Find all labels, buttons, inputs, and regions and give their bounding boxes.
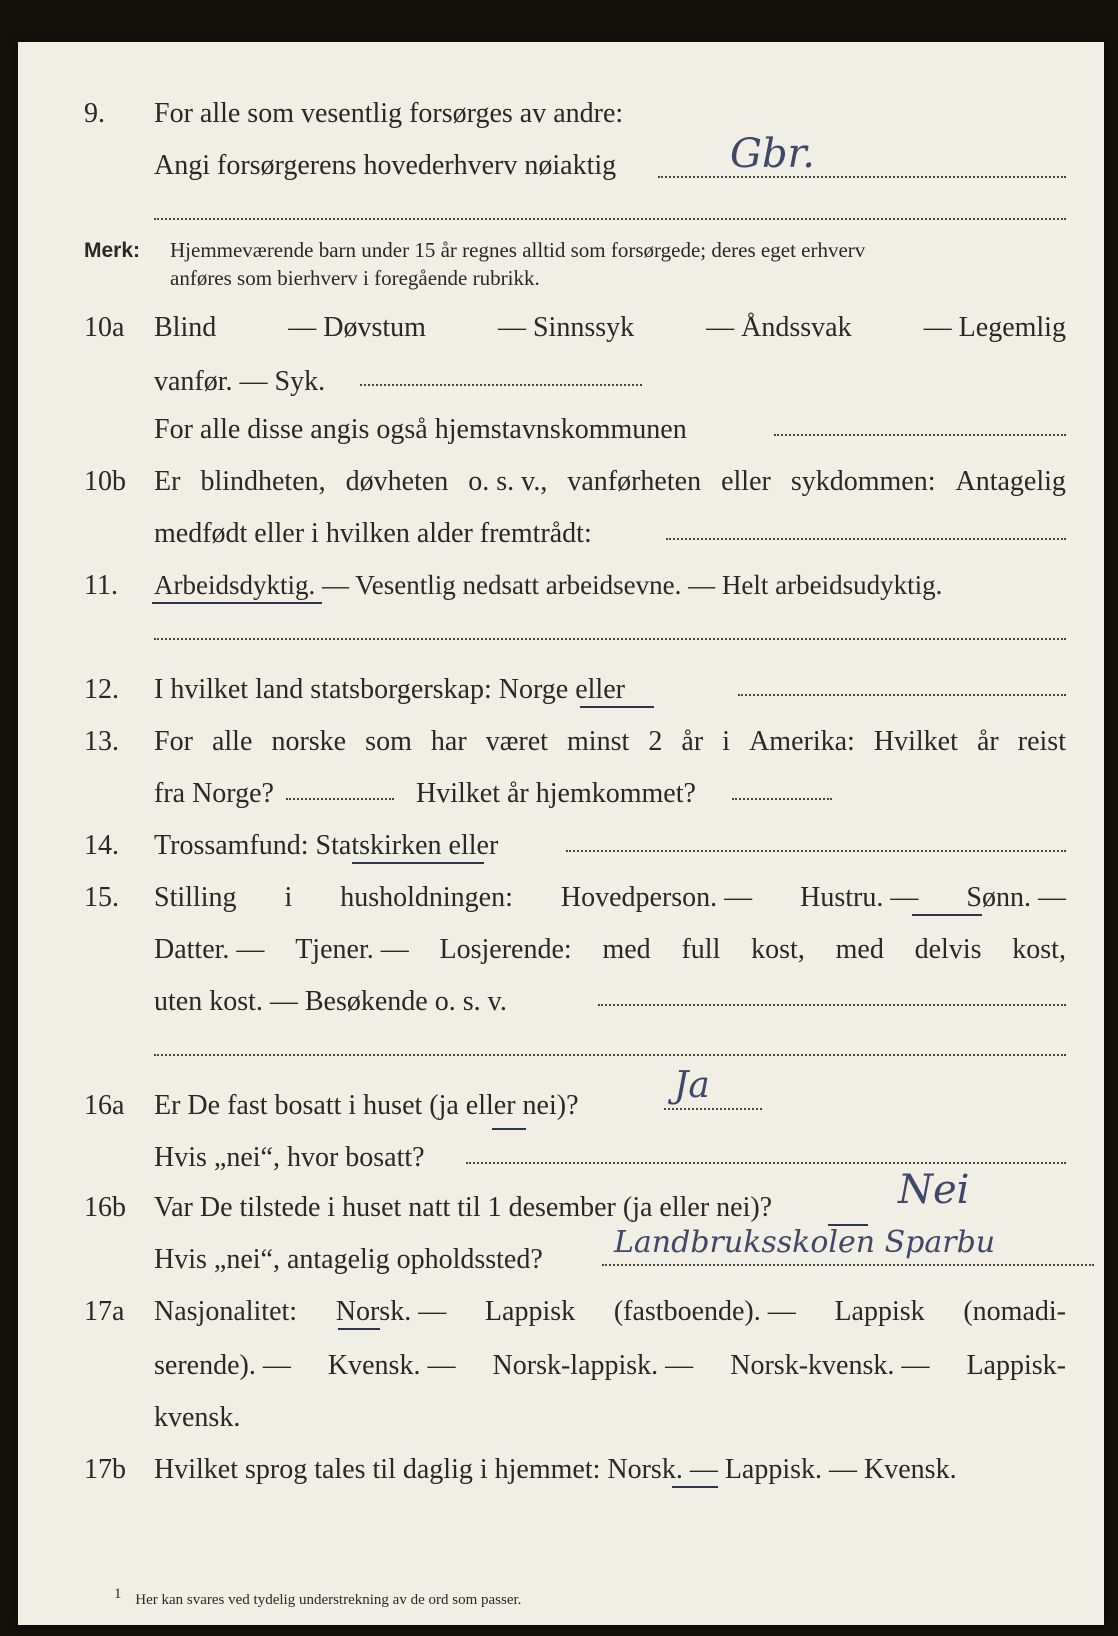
word: Lappisk xyxy=(834,1296,925,1327)
q10a-line3: For alle disse angis også hjemstavnskommunen xyxy=(154,414,687,445)
q10b-line1 xyxy=(154,468,1066,496)
q17b-line1: Hvilket sprog tales til daglig i hjemmet: Norsk. — Lappisk. — Kvensk. xyxy=(154,1454,957,1485)
word: med xyxy=(602,934,651,965)
q16b-line2: Hvis „nei“, antagelig opholdssted? xyxy=(154,1244,543,1275)
option-andssvak: — Åndssvak xyxy=(706,312,852,343)
answer-line xyxy=(154,638,1066,640)
answer-line xyxy=(598,1004,1066,1006)
word: som xyxy=(365,726,412,757)
q10b-number: 10b xyxy=(84,466,126,497)
word: Hovedperson. — xyxy=(560,882,753,913)
answer-line xyxy=(658,176,1066,178)
census-form-page xyxy=(18,42,1104,1625)
word: Er xyxy=(154,466,181,497)
underline-norge xyxy=(580,706,654,708)
q9-number: 9. xyxy=(84,98,105,129)
word: år xyxy=(976,726,999,757)
word: serende). — xyxy=(154,1350,291,1381)
answer-line xyxy=(360,384,642,386)
word: Lappisk xyxy=(484,1296,576,1327)
word: døvheten xyxy=(345,466,449,497)
word: Kvensk. — xyxy=(327,1350,456,1381)
word: (nomadi- xyxy=(963,1296,1066,1327)
word: alle xyxy=(211,726,253,757)
q10a-number: 10a xyxy=(84,312,125,343)
answer-line xyxy=(602,1264,1094,1266)
q15-line1 xyxy=(154,884,1066,912)
q12-line1: I hvilket land statsborgerskap: Norge eller xyxy=(154,674,625,705)
q16a-line1: Er De fast bosatt i huset (ja eller nei)? xyxy=(154,1090,579,1121)
q11-number: 11. xyxy=(84,570,118,601)
word: blindheten, xyxy=(200,466,326,497)
word: Tjener. — xyxy=(295,934,409,965)
word: år xyxy=(681,726,704,757)
word: Hvilket xyxy=(873,726,958,757)
answer-line xyxy=(154,218,1066,220)
q10b-line2: medfødt eller i hvilken alder fremtrådt: xyxy=(154,518,592,549)
q17a-number: 17a xyxy=(84,1296,125,1327)
word: norske xyxy=(271,726,347,757)
word: minst xyxy=(567,726,630,757)
merk-line2: anføres som bierhverv i foregående rubrikk. xyxy=(170,266,540,290)
word: kost, xyxy=(1012,934,1066,965)
q14-number: 14. xyxy=(84,830,119,861)
answer-line xyxy=(286,798,394,800)
word: Hustru. — xyxy=(800,882,919,913)
word: sykdommen: xyxy=(790,466,936,497)
underline-sonn xyxy=(912,914,982,916)
footnote-text: Her kan svares ved tydelig understrekning av de ord som passer. xyxy=(135,1592,522,1608)
merk-note xyxy=(84,240,140,261)
q16a-line2: Hvis „nei“, hvor bosatt? xyxy=(154,1142,425,1173)
underline-norsk xyxy=(338,1328,380,1330)
answer-line xyxy=(732,798,832,800)
answer-line xyxy=(738,694,1066,696)
q10a-line2: vanfør. — Syk. xyxy=(154,366,326,397)
q13-line2b: Hvilket år hjemkommet? xyxy=(416,778,696,809)
word: For xyxy=(154,726,193,757)
q15-line2 xyxy=(154,936,1066,964)
underline-norsk-language xyxy=(672,1486,718,1488)
word: i xyxy=(284,882,293,913)
word: husholdningen: xyxy=(340,882,513,913)
q15-line3: uten kost. — Besøkende o. s. v. xyxy=(154,986,507,1017)
word: eller xyxy=(721,466,771,497)
word: Amerika: xyxy=(749,726,855,757)
word: reist xyxy=(1017,726,1066,757)
answer-line xyxy=(566,850,1066,852)
option-sonn: Sønn. — xyxy=(966,882,1066,913)
option-blind: Blind xyxy=(154,312,217,343)
word: o. s. v., xyxy=(468,466,548,497)
q16a-number: 16a xyxy=(84,1090,125,1121)
q16b-line1: Var De tilstede i huset natt til 1 desember (ja eller nei)? xyxy=(154,1192,773,1223)
option-dovstum: — Døvstum xyxy=(288,312,426,343)
q10a-line1 xyxy=(154,314,1066,342)
word: Datter. — xyxy=(154,934,265,965)
option-norsk: Norsk. — xyxy=(335,1296,447,1327)
q9-line2: Angi forsørgerens hovederhverv nøiaktig xyxy=(154,150,617,181)
word: har xyxy=(430,726,467,757)
q16b-handwritten-place: Landbruksskolen Sparbu xyxy=(614,1225,996,1260)
footnote-marker: 1 xyxy=(114,1586,122,1602)
word: været xyxy=(485,726,548,757)
answer-line xyxy=(466,1162,1066,1164)
q9-handwritten-answer: Gbr. xyxy=(730,131,815,177)
q17a-line3: kvensk. xyxy=(154,1402,241,1433)
word: Antagelig xyxy=(955,466,1066,497)
word: Norsk-kvensk. — xyxy=(730,1350,930,1381)
word: Lappisk- xyxy=(966,1350,1066,1381)
word: Losjerende: xyxy=(439,934,572,965)
q17b-number: 17b xyxy=(84,1454,126,1485)
word: full xyxy=(681,934,721,965)
option-legemlig: — Legemlig xyxy=(923,312,1066,343)
q13-number: 13. xyxy=(84,726,119,757)
q9-line1: For alle som vesentlig forsørges av andre: xyxy=(154,98,624,129)
word: (fastboende). — xyxy=(613,1296,796,1327)
q12-number: 12. xyxy=(84,674,119,705)
q17a-line2 xyxy=(154,1352,1066,1380)
answer-line xyxy=(774,434,1066,436)
q17a-line1 xyxy=(154,1298,1066,1326)
word: Stilling xyxy=(154,882,237,913)
word: 2 xyxy=(648,726,663,757)
underline-ja xyxy=(492,1128,526,1130)
word: Norsk-lappisk. — xyxy=(492,1350,694,1381)
word: i xyxy=(722,726,730,757)
underline-arbeidsdyktig xyxy=(152,602,322,604)
footnote xyxy=(114,1586,522,1609)
q11-line1: Arbeidsdyktig. — Vesentlig nedsatt arbeidsevne. — Helt arbeidsudyktig. xyxy=(154,570,943,600)
underline-statskirken xyxy=(352,862,484,864)
q15-number: 15. xyxy=(84,882,119,913)
word: med xyxy=(835,934,884,965)
answer-line xyxy=(666,538,1066,540)
q16b-handwritten-answer: Nei xyxy=(898,1167,970,1213)
q16a-handwritten-answer: Ja xyxy=(674,1065,710,1106)
merk-label: Merk: xyxy=(84,239,141,262)
word: vanførheten xyxy=(567,466,702,497)
answer-line xyxy=(154,1054,1066,1056)
q16b-number: 16b xyxy=(84,1192,126,1223)
word: Nasjonalitet: xyxy=(154,1296,298,1327)
word: kost, xyxy=(751,934,805,965)
q13-line2a: fra Norge? xyxy=(154,778,274,809)
word: delvis xyxy=(914,934,982,965)
q14-line1: Trossamfund: Statskirken eller xyxy=(154,830,499,861)
q13-line1 xyxy=(154,728,1066,756)
answer-line xyxy=(664,1108,762,1110)
merk-line1: Hjemmeværende barn under 15 år regnes alltid som forsørgede; deres eget erhverv xyxy=(170,238,866,262)
option-sinnssyk: — Sinnssyk xyxy=(497,312,635,343)
